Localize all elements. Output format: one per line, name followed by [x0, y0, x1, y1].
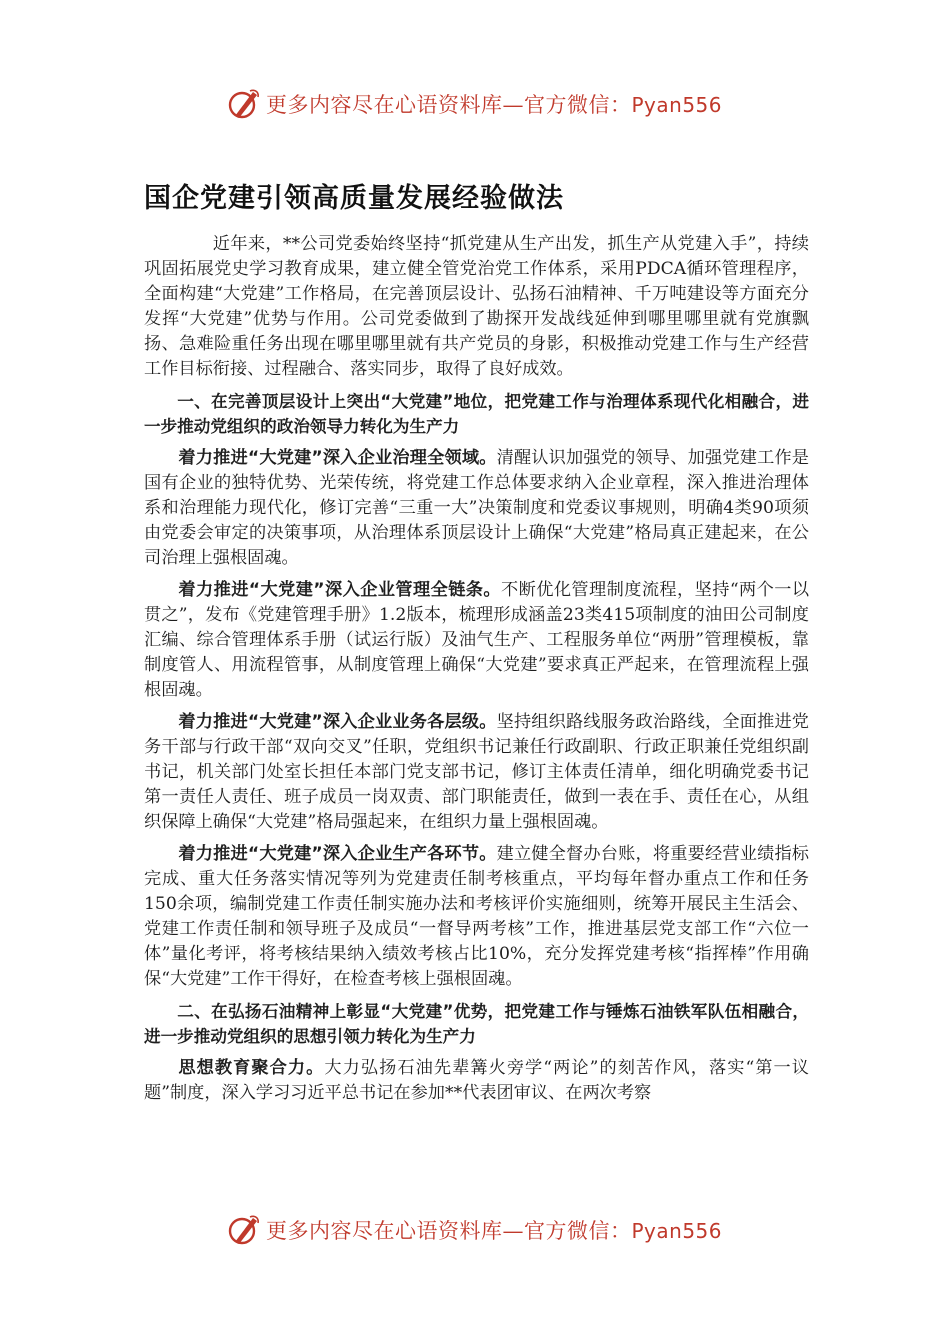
paragraph-body: 不断优化管理制度流程，坚持“两个一以贯之”，发布《党建管理手册》1.2版本，梳理形成涵盖23类415项制度的油田公司制度汇编、综合管理体系手册（试运行版）及油气生产、工程服务单位“两册”管理模板，靠制度管人、用流程管事，从制度管理上确保“大党建”要求真正严起来，在管理流程上强根固魂。 — [144, 580, 810, 700]
paragraph-business-levels — [144, 710, 809, 835]
banner-slogan: 更多内容尽在心语资料库 — [266, 93, 503, 117]
section-2-heading: 二、在弘扬石油精神上彰显“大党建”优势，把党建工作与锤炼石油铁军队伍相融合，进一步推动党组织的思想引领力转化为生产力 — [144, 1002, 809, 1046]
banner-text — [266, 1215, 722, 1245]
paragraph-lead: 着力推进“大党建”深入企业管理全链条。 — [178, 580, 502, 600]
banner-text — [266, 89, 722, 119]
paragraph-lead: 思想教育聚合力。 — [178, 1058, 325, 1078]
paragraph-management — [144, 578, 809, 703]
banner-dash: — — [502, 1219, 524, 1243]
header-banner — [0, 84, 950, 124]
banner-dash: — — [502, 93, 524, 117]
banner-wechat-id: Pyan556 — [631, 1219, 723, 1243]
pen-quill-logo-icon — [226, 1212, 262, 1248]
banner-wechat-id: Pyan556 — [631, 93, 723, 117]
paragraph-body: 大力弘扬石油先辈篝火旁学“两论”的刻苦作风，落实“第一议题”制度，深入学习习近平总书记在参加**代表团审议、在两次考察 — [144, 1058, 809, 1103]
banner-slogan: 更多内容尽在心语资料库 — [266, 1219, 503, 1243]
paragraph-body: 清醒认识加强党的领导、加强党建工作是国有企业的独特优势、光荣传统，将党建工作总体要求纳入企业章程，深入推进治理体系和治理能力现代化，修订完善“三重一大”决策制度和党委议事规则，明确4类90项须由党委会审定的决策事项，从治理体系顶层设计上确保“大党建”格局真正建起来，在公司治理上强根固魂。 — [144, 448, 809, 568]
paragraph-lead: 着力推进“大党建”深入企业生产各环节。 — [178, 844, 497, 864]
banner-wechat-label: 官方微信： — [524, 93, 632, 117]
paragraph-governance — [144, 446, 809, 571]
paragraph-lead: 着力推进“大党建”深入企业治理全领域。 — [178, 448, 497, 468]
banner-wechat-label: 官方微信： — [524, 1219, 632, 1243]
document-body — [144, 232, 809, 1106]
paragraph-body: 坚持组织路线服务政治路线，全面推进党务干部与行政干部“双向交叉”任职，党组织书记兼任行政副职、行政正职兼任党组织副书记，机关部门处室长担任本部门党支部书记，修订主体责任清单，细化明确党委书记第一责任人责任、班子成员一岗双责、部门职能责任，做到一表在手、责任在心，从组织保障上确保“大党建”格局强起来，在组织力量上强根固魂。 — [144, 712, 809, 832]
paragraph-body: 建立健全督办台账，将重要经营业绩指标完成、重大任务落实情况等列为党建责任制考核重点，平均每年督办重点工作和任务150余项，编制党建工作责任制实施办法和考核评价实施细则，统筹开展民主生活会、党建工作责任制和领导班子及成员“一督导两考核”工作，推进基层党支部工作“六位一体”量化考评，将考核结果纳入绩效考核占比10%，充分发挥党建考核“指挥棒”作用确保“大党建”工作干得好，在检查考核上强根固魂。 — [144, 844, 809, 989]
paragraph-ideology — [144, 1056, 809, 1106]
paragraph-lead: 着力推进“大党建”深入企业业务各层级。 — [178, 712, 497, 732]
pen-quill-logo-icon — [226, 86, 262, 122]
footer-banner — [0, 1210, 950, 1250]
intro-paragraph: 近年来，**公司党委始终坚持“抓党建从生产出发，抓生产从党建入手”，持续巩固拓展党史学习教育成果，建立健全管党治党工作体系，采用PDCA循环管理程序，全面构建“大党建”工作格局，在完善顶层设计、弘扬石油精神、千万吨建设等方面充分发挥“大党建”优势与作用。公司党委做到了勘探开发战线延伸到哪里哪里就有党旗飘扬、急难险重任务出现在哪里哪里就有共产党员的身影，积极推动党建工作与生产经营工作目标衔接、过程融合、落实同步，取得了良好成效。 — [144, 234, 809, 379]
section-1-heading: 一、在完善顶层设计上突出“大党建”地位，把党建工作与治理体系现代化相融合，进一步推动党组织的政治领导力转化为生产力 — [144, 392, 809, 436]
paragraph-production — [144, 842, 809, 992]
page-title: 国企党建引领高质量发展经验做法 — [144, 183, 564, 214]
